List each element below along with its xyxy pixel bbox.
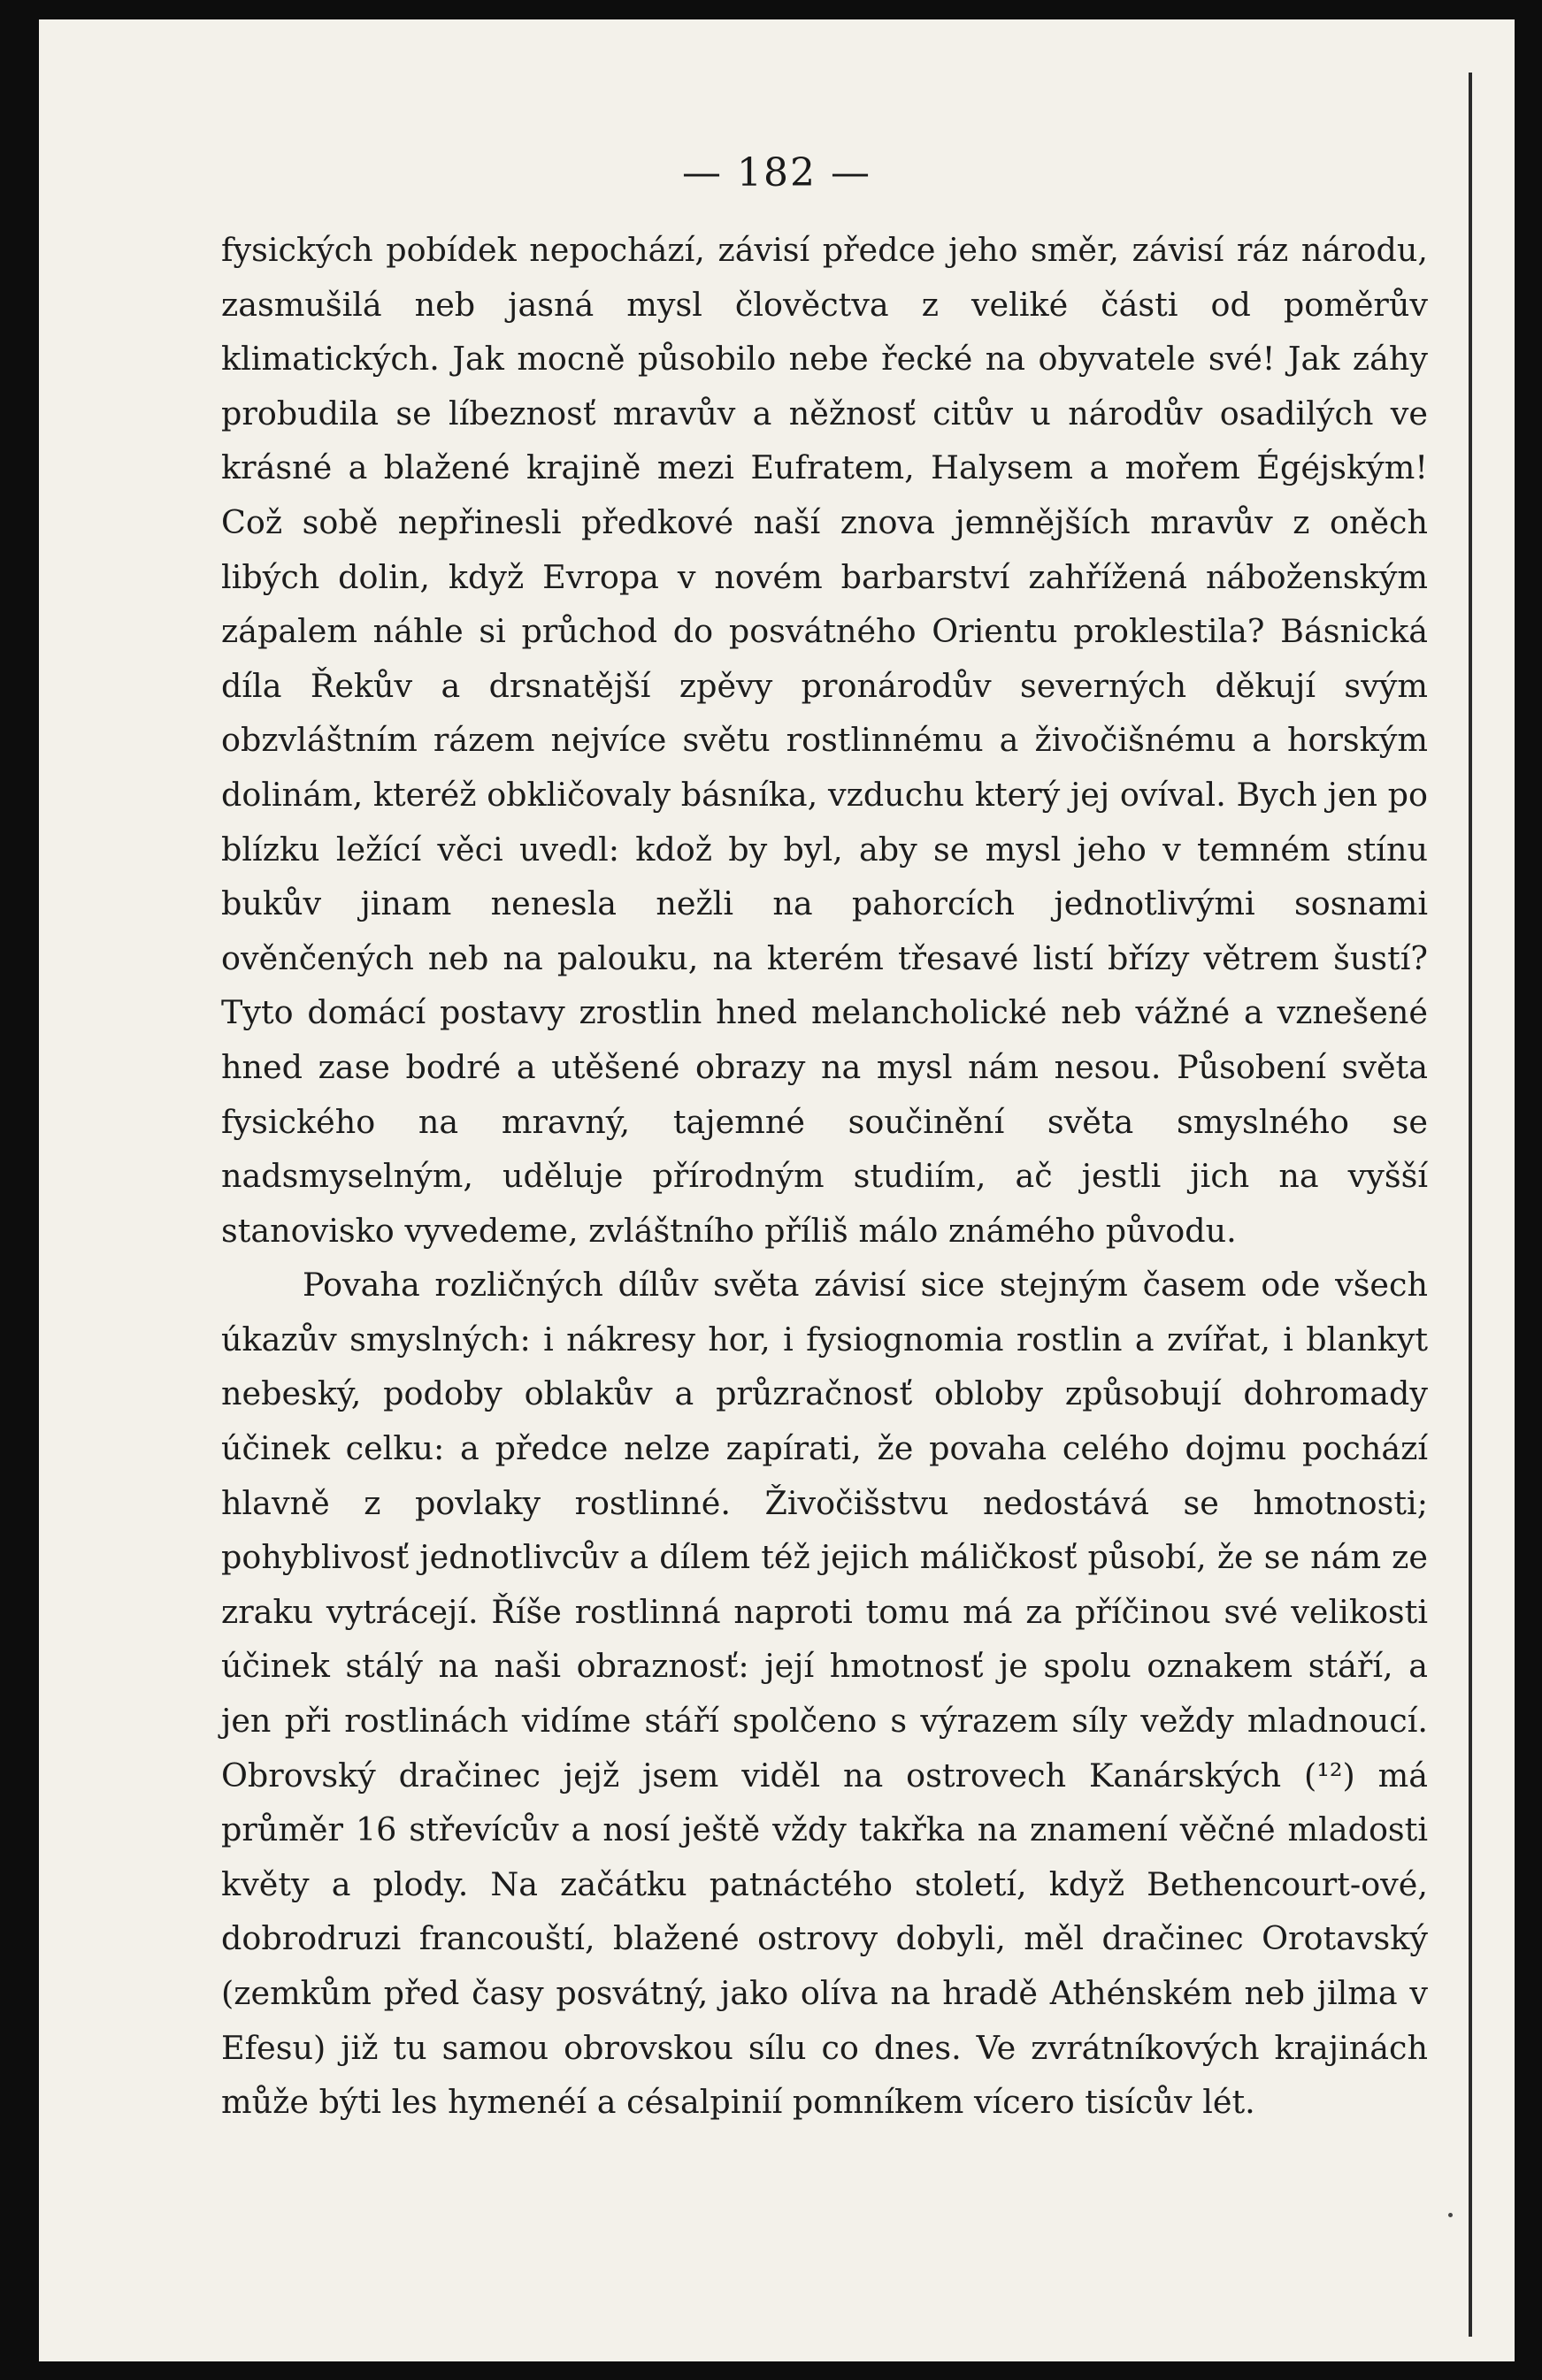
book-page [39, 19, 1515, 2361]
page-edge-shadow [1469, 73, 1472, 2337]
text-body [221, 223, 1428, 2130]
paragraph-1: fysických pobídek nepochází, závisí předce jeho směr, závisí ráz národu, zasmušilá neb jasná mysl člověctva z veliké části od poměrův klimatických. Jak mocně působilo nebe řecké na obyvatele své! Jak záhy probudila se líbeznosť mravův a něžnosť citův u národův osadilých ve krásné a blažené krajině mezi Eufratem, Halysem a mořem Égéjským! Což sobě nepřinesli předkové naší znova jemnějších mravův z oněch libých dolin, když Evropa v novém barbarství zahřížená náboženským zápalem náhle si průchod do posvátného Orientu proklestila? Básnická díla Řekův a drsnatější zpěvy pronárodův severných děkují svým obzvláštním rázem nejvíce světu rostlinnému a živočišnému a horským dolinám, kteréž obkličovaly básníka, vzduchu který jej ovíval. Bych jen po blízku ležící věci uvedl: kdož by byl, aby se mysl jeho v temném stínu bukův jinam nenesla nežli na pahorcích jednotlivými sosnami ověnčených neb na palouku, na kterém třesavé listí břízy větrem šustí? Tyto domácí postavy zrostlin hned melancholické neb vážné a vznešené hned zase bodré a utěšené obrazy na mysl nám nesou. Působení světa fysického na mravný, tajemné součinění světa smyslného se nadsmyselným, uděluje přírodným studiím, ač jestli jich na vyšší stanovisko vyvedeme, zvláštního příliš málo známého původu. [221, 231, 1428, 1250]
page-number: — 182 — [682, 150, 871, 195]
paragraph-2: Povaha rozličných dílův světa závisí sice stejným časem ode všech úkazův smyslných: i nákresy hor, i fysiognomia rostlin a zvířat, i blankyt nebeský, podoby oblakův a průzračnosť obloby způsobují dohromady účinek celku: a předce nelze zapírati, že povaha celého dojmu pochází hlavně z povlaky rostlinné. Živočišstvu nedostává se hmotnosti; pohyblivosť jednotlivcův a dílem též jejich máličkosť působí, že se nám ze zraku vytrácejí. Říše rostlinná naproti tomu má za příčinou své velikosti účinek stálý na naši obraznosť: její hmotnosť je spolu oznakem stáří, a jen při rostlinách vidíme stáří spolčeno s výrazem síly veždy mladnoucí. Obrovský dračinec jejž jsem viděl na ostrovech Kanárských (¹²) má průměr 16 střevícův a nosí ještě vždy takřka na znamení věčné mladosti květy a plody. Na začátku patnáctého století, když Bethencourt-ové, dobrodruzi francouští, blažené ostrovy dobyli, měl dračinec Orotavský (zemkům před časy posvátný, jako olíva na hradě Athénském neb jilma v Efesu) již tu samou obrovskou sílu co dnes. Ve zvrátníkových krajinách může býti les hymenéí a césalpinií pomníkem vícero tisícův lét. [221, 1266, 1428, 2122]
ink-speck [1448, 2213, 1453, 2217]
